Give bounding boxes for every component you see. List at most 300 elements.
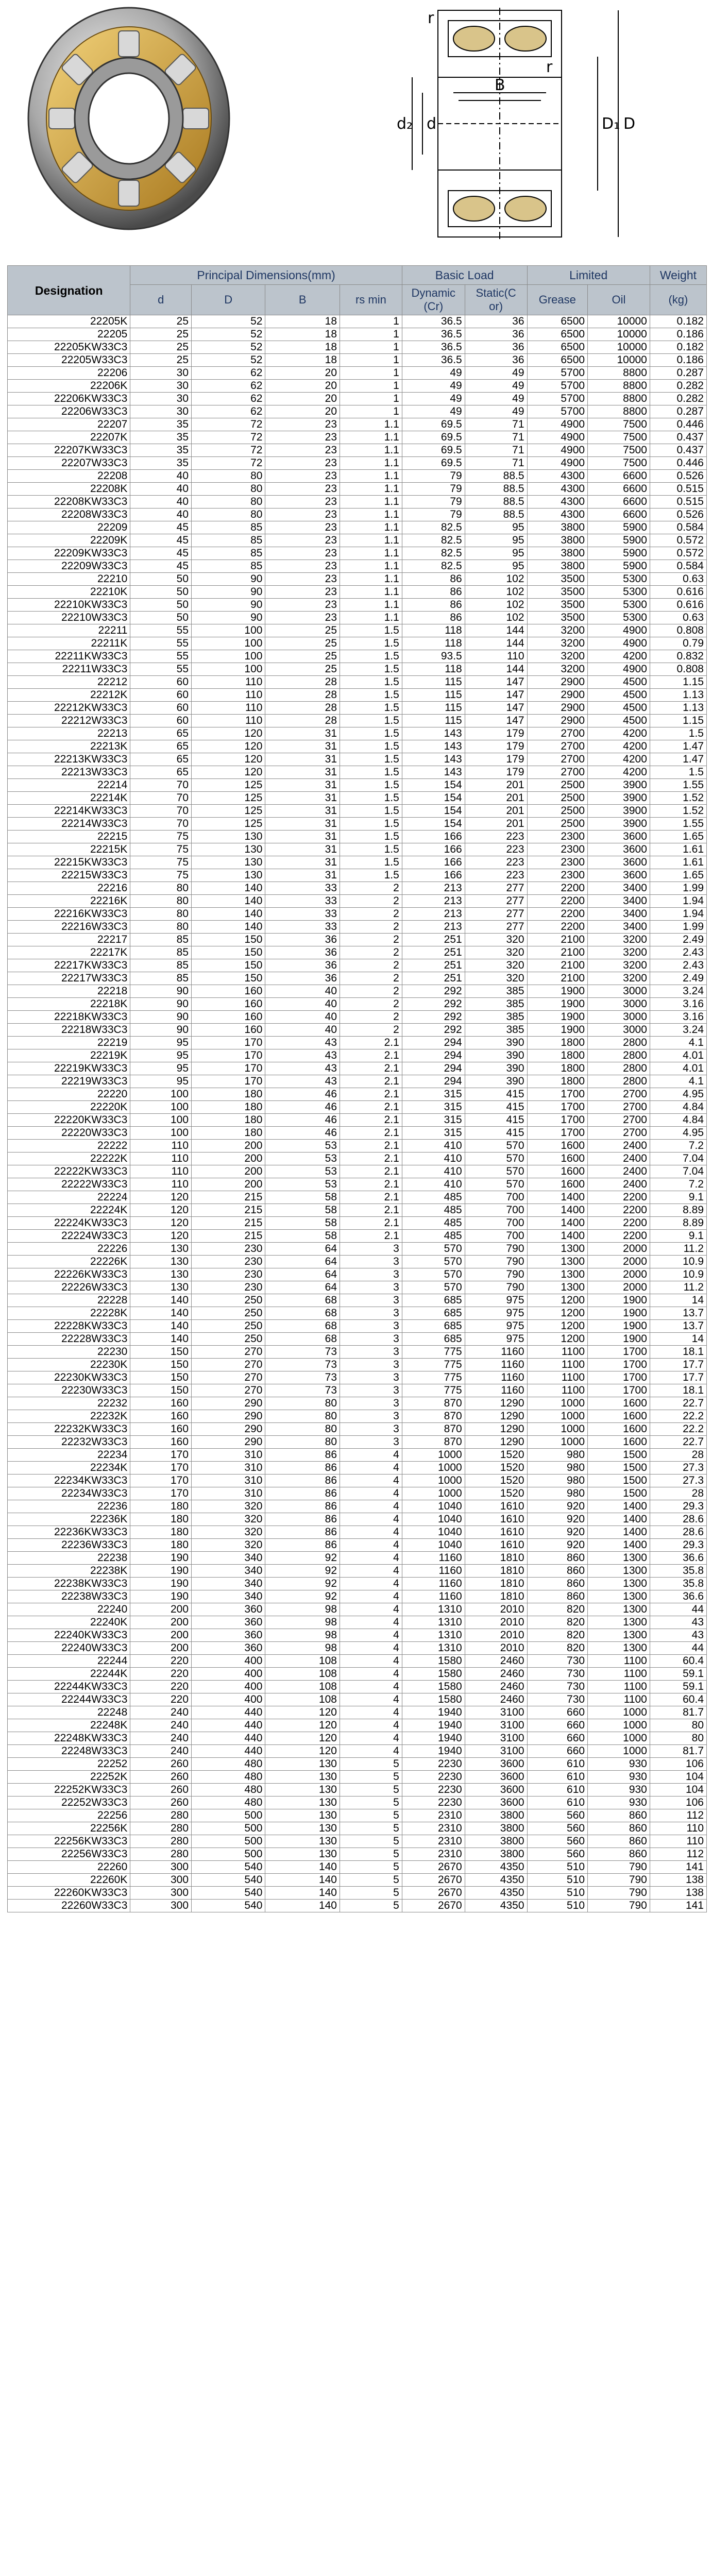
cell-weight: 59.1 [650,1668,706,1681]
cell-grease: 4900 [527,431,588,444]
cell-weight: 59.1 [650,1681,706,1693]
header-weight: Weight [650,266,706,285]
table-row [8,1049,707,1062]
cell-static: 147 [465,702,527,715]
cell-oil: 1700 [588,1359,650,1371]
cell-designation: 22208KW33C3 [8,496,130,509]
cell-D: 440 [192,1745,265,1758]
cell-B: 140 [265,1887,340,1900]
bearing-section-drawing-icon [392,0,701,258]
cell-dynamic: 154 [402,779,465,792]
cell-weight: 0.584 [650,521,706,534]
table-row [8,1449,707,1462]
cell-oil: 7500 [588,444,650,457]
cell-grease: 2100 [527,946,588,959]
cell-d: 60 [130,715,192,727]
cell-grease: 1100 [527,1371,588,1384]
cell-rs-min: 3 [340,1268,402,1281]
cell-dynamic: 2670 [402,1874,465,1887]
cell-rs-min: 1.5 [340,637,402,650]
cell-oil: 2000 [588,1256,650,1268]
table-row [8,1578,707,1590]
cell-designation: 22252W33C3 [8,1797,130,1809]
cell-static: 2460 [465,1668,527,1681]
cell-oil: 3400 [588,882,650,895]
cell-weight: 80 [650,1732,706,1745]
cell-d: 220 [130,1668,192,1681]
cell-weight: 35.8 [650,1565,706,1578]
cell-D: 310 [192,1487,265,1500]
cell-B: 36 [265,946,340,959]
cell-dynamic: 410 [402,1140,465,1153]
cell-static: 144 [465,663,527,676]
cell-grease: 2700 [527,753,588,766]
cell-oil: 6600 [588,483,650,496]
cell-static: 1810 [465,1578,527,1590]
table-row [8,1178,707,1191]
cell-grease: 5700 [527,367,588,380]
cell-D: 340 [192,1578,265,1590]
cell-d: 85 [130,934,192,946]
cell-designation: 22228 [8,1294,130,1307]
cell-d: 35 [130,457,192,470]
cell-static: 71 [465,431,527,444]
table-row [8,354,707,367]
cell-B: 23 [265,470,340,483]
cell-d: 200 [130,1603,192,1616]
cell-designation: 22228KW33C3 [8,1320,130,1333]
table-row [8,1719,707,1732]
cell-dynamic: 36.5 [402,341,465,354]
cell-d: 170 [130,1462,192,1475]
cell-D: 160 [192,985,265,998]
cell-weight: 0.79 [650,637,706,650]
cell-D: 140 [192,921,265,934]
cell-rs-min: 4 [340,1500,402,1513]
cell-weight: 17.7 [650,1371,706,1384]
cell-oil: 6600 [588,496,650,509]
cell-grease: 2100 [527,959,588,972]
cell-weight: 81.7 [650,1706,706,1719]
cell-rs-min: 4 [340,1578,402,1590]
table-row [8,959,707,972]
table-row [8,843,707,856]
cell-D: 200 [192,1178,265,1191]
cell-B: 58 [265,1230,340,1243]
cell-weight: 0.616 [650,599,706,612]
table-row [8,1333,707,1346]
cell-designation: 22212 [8,676,130,689]
cell-designation: 22226 [8,1243,130,1256]
cell-grease: 5700 [527,405,588,418]
cell-weight: 0.446 [650,457,706,470]
cell-oil: 2400 [588,1140,650,1153]
cell-dynamic: 213 [402,908,465,921]
cell-dynamic: 1040 [402,1526,465,1539]
cell-dynamic: 143 [402,753,465,766]
cell-D: 400 [192,1655,265,1668]
cell-grease: 1900 [527,1024,588,1037]
table-row [8,444,707,457]
cell-designation: 22222K [8,1153,130,1165]
cell-B: 86 [265,1487,340,1500]
cell-rs-min: 2 [340,895,402,908]
cell-D: 85 [192,560,265,573]
cell-d: 45 [130,534,192,547]
cell-d: 120 [130,1204,192,1217]
cell-dynamic: 115 [402,689,465,702]
cell-designation: 22232 [8,1397,130,1410]
cell-dynamic: 86 [402,599,465,612]
cell-rs-min: 2.1 [340,1217,402,1230]
table-row [8,972,707,985]
cell-static: 1810 [465,1552,527,1565]
cell-rs-min: 3 [340,1346,402,1359]
cell-dynamic: 93.5 [402,650,465,663]
table-row [8,328,707,341]
cell-B: 58 [265,1204,340,1217]
cell-D: 440 [192,1706,265,1719]
cell-D: 400 [192,1681,265,1693]
cell-rs-min: 4 [340,1693,402,1706]
cell-designation: 22220 [8,1088,130,1101]
cell-B: 98 [265,1616,340,1629]
cell-static: 277 [465,921,527,934]
cell-rs-min: 1.5 [340,727,402,740]
table-row [8,1655,707,1668]
cell-rs-min: 1.5 [340,856,402,869]
cell-weight: 141 [650,1861,706,1874]
header-kg: (kg) [650,285,706,315]
cell-d: 180 [130,1513,192,1526]
cell-weight: 0.186 [650,328,706,341]
cell-oil: 1300 [588,1603,650,1616]
cell-designation: 22209W33C3 [8,560,130,573]
cell-grease: 2500 [527,792,588,805]
cell-rs-min: 5 [340,1861,402,1874]
cell-dynamic: 79 [402,470,465,483]
cell-D: 52 [192,328,265,341]
cell-designation: 22236K [8,1513,130,1526]
cell-weight: 141 [650,1900,706,1912]
cell-D: 230 [192,1256,265,1268]
cell-D: 250 [192,1320,265,1333]
cell-B: 31 [265,753,340,766]
cell-designation: 22222KW33C3 [8,1165,130,1178]
cell-dynamic: 82.5 [402,560,465,573]
cell-designation: 22260KW33C3 [8,1887,130,1900]
header-oil: Oil [588,285,650,315]
cell-oil: 1700 [588,1371,650,1384]
cell-dynamic: 775 [402,1359,465,1371]
cell-dynamic: 775 [402,1346,465,1359]
cell-rs-min: 4 [340,1732,402,1745]
table-row [8,1552,707,1565]
cell-oil: 3400 [588,908,650,921]
cell-grease: 920 [527,1526,588,1539]
cell-weight: 3.24 [650,985,706,998]
cell-dynamic: 485 [402,1204,465,1217]
cell-rs-min: 5 [340,1848,402,1861]
cell-oil: 4200 [588,740,650,753]
cell-grease: 2700 [527,766,588,779]
cell-weight: 9.1 [650,1230,706,1243]
cell-B: 68 [265,1320,340,1333]
cell-d: 40 [130,470,192,483]
cell-designation: 22211K [8,637,130,650]
cell-static: 790 [465,1243,527,1256]
cell-D: 85 [192,547,265,560]
cell-d: 120 [130,1230,192,1243]
cell-grease: 3500 [527,599,588,612]
cell-weight: 1.65 [650,831,706,843]
cell-d: 260 [130,1784,192,1797]
table-row [8,1848,707,1861]
cell-designation: 22213W33C3 [8,766,130,779]
cell-D: 180 [192,1127,265,1140]
cell-designation: 22236KW33C3 [8,1526,130,1539]
cell-D: 90 [192,573,265,586]
cell-rs-min: 4 [340,1449,402,1462]
cell-grease: 2900 [527,689,588,702]
cell-weight: 0.515 [650,483,706,496]
cell-static: 1160 [465,1359,527,1371]
table-row [8,1127,707,1140]
cell-B: 86 [265,1526,340,1539]
cell-B: 31 [265,818,340,831]
cell-designation: 22260W33C3 [8,1900,130,1912]
table-row [8,818,707,831]
cell-designation: 22230 [8,1346,130,1359]
cell-d: 150 [130,1346,192,1359]
cell-static: 201 [465,779,527,792]
cell-dynamic: 115 [402,702,465,715]
cell-dynamic: 1310 [402,1642,465,1655]
cell-static: 1610 [465,1526,527,1539]
cell-grease: 2700 [527,727,588,740]
cell-dynamic: 79 [402,496,465,509]
cell-weight: 2.43 [650,946,706,959]
cell-designation: 22240W33C3 [8,1642,130,1655]
cell-designation: 22210KW33C3 [8,599,130,612]
table-row [8,1230,707,1243]
cell-oil: 4200 [588,753,650,766]
cell-rs-min: 2 [340,998,402,1011]
cell-B: 23 [265,547,340,560]
cell-designation: 22218KW33C3 [8,1011,130,1024]
cell-weight: 27.3 [650,1462,706,1475]
cell-dynamic: 570 [402,1281,465,1294]
cell-weight: 22.7 [650,1436,706,1449]
cell-D: 310 [192,1449,265,1462]
cell-dynamic: 315 [402,1088,465,1101]
cell-D: 80 [192,496,265,509]
cell-dynamic: 2310 [402,1809,465,1822]
cell-d: 130 [130,1256,192,1268]
cell-grease: 2900 [527,676,588,689]
cell-weight: 3.24 [650,1024,706,1037]
cell-D: 110 [192,715,265,727]
cell-d: 280 [130,1835,192,1848]
cell-weight: 0.572 [650,547,706,560]
cell-oil: 7500 [588,418,650,431]
cell-B: 46 [265,1127,340,1140]
table-row [8,1758,707,1771]
cell-d: 50 [130,599,192,612]
cell-B: 40 [265,1024,340,1037]
cell-d: 140 [130,1320,192,1333]
cell-oil: 8800 [588,393,650,405]
cell-dynamic: 1160 [402,1565,465,1578]
cell-D: 130 [192,831,265,843]
cell-weight: 36.6 [650,1552,706,1565]
cell-designation: 22210K [8,586,130,599]
cell-designation: 22220W33C3 [8,1127,130,1140]
cell-D: 120 [192,727,265,740]
cell-rs-min: 4 [340,1487,402,1500]
cell-dynamic: 315 [402,1127,465,1140]
table-row [8,934,707,946]
cell-oil: 1300 [588,1616,650,1629]
cell-oil: 8800 [588,367,650,380]
cell-rs-min: 1.5 [340,843,402,856]
cell-designation: 22217W33C3 [8,972,130,985]
cell-B: 53 [265,1178,340,1191]
header-principal-dimensions: Principal Dimensions(mm) [130,266,402,285]
cell-d: 190 [130,1590,192,1603]
table-row [8,1384,707,1397]
cell-B: 130 [265,1771,340,1784]
cell-B: 86 [265,1462,340,1475]
cell-d: 100 [130,1088,192,1101]
cell-oil: 5300 [588,599,650,612]
cell-B: 23 [265,431,340,444]
cell-oil: 1100 [588,1693,650,1706]
cell-designation: 22209 [8,521,130,534]
cell-weight: 104 [650,1784,706,1797]
cell-weight: 13.7 [650,1320,706,1333]
cell-weight: 0.437 [650,444,706,457]
cell-oil: 1900 [588,1333,650,1346]
label-D1: D₁ [602,115,620,133]
cell-weight: 11.2 [650,1281,706,1294]
cell-designation: 22226K [8,1256,130,1268]
cell-dynamic: 213 [402,882,465,895]
cell-oil: 2200 [588,1191,650,1204]
cell-d: 190 [130,1565,192,1578]
cell-B: 25 [265,637,340,650]
cell-rs-min: 3 [340,1243,402,1256]
cell-dynamic: 115 [402,676,465,689]
cell-oil: 2400 [588,1165,650,1178]
cell-weight: 4.1 [650,1037,706,1049]
cell-B: 23 [265,612,340,624]
cell-B: 31 [265,740,340,753]
cell-oil: 3900 [588,779,650,792]
table-row [8,882,707,895]
cell-d: 55 [130,663,192,676]
cell-D: 500 [192,1848,265,1861]
cell-d: 110 [130,1140,192,1153]
cell-B: 36 [265,959,340,972]
cell-dynamic: 154 [402,792,465,805]
table-row [8,315,707,328]
cell-d: 80 [130,908,192,921]
cell-rs-min: 2.1 [340,1062,402,1075]
cell-dynamic: 2230 [402,1758,465,1771]
cell-rs-min: 3 [340,1359,402,1371]
cell-dynamic: 2230 [402,1771,465,1784]
cell-d: 170 [130,1475,192,1487]
cell-static: 2460 [465,1693,527,1706]
cell-D: 290 [192,1410,265,1423]
cell-B: 80 [265,1397,340,1410]
cell-grease: 1300 [527,1281,588,1294]
cell-static: 179 [465,753,527,766]
cell-static: 102 [465,612,527,624]
cell-grease: 1900 [527,1011,588,1024]
cell-B: 98 [265,1603,340,1616]
cell-grease: 1800 [527,1062,588,1075]
cell-grease: 2300 [527,869,588,882]
cell-oil: 5300 [588,586,650,599]
cell-grease: 1000 [527,1397,588,1410]
cell-dynamic: 2310 [402,1822,465,1835]
cell-d: 65 [130,740,192,753]
cell-static: 1290 [465,1410,527,1423]
cell-D: 440 [192,1732,265,1745]
cell-static: 71 [465,418,527,431]
cell-grease: 1700 [527,1127,588,1140]
cell-rs-min: 2.1 [340,1178,402,1191]
cell-dynamic: 2230 [402,1784,465,1797]
cell-oil: 3600 [588,831,650,843]
cell-static: 144 [465,637,527,650]
table-row [8,1153,707,1165]
cell-B: 23 [265,586,340,599]
cell-dynamic: 410 [402,1178,465,1191]
cell-d: 100 [130,1127,192,1140]
cell-rs-min: 2 [340,908,402,921]
cell-d: 80 [130,921,192,934]
cell-B: 28 [265,702,340,715]
cell-B: 73 [265,1384,340,1397]
table-row [8,1565,707,1578]
cell-D: 125 [192,805,265,818]
cell-rs-min: 2.1 [340,1075,402,1088]
table-row [8,470,707,483]
cell-B: 20 [265,380,340,393]
cell-grease: 980 [527,1449,588,1462]
cell-weight: 0.808 [650,663,706,676]
cell-weight: 28 [650,1449,706,1462]
cell-weight: 2.43 [650,959,706,972]
cell-D: 500 [192,1809,265,1822]
cell-static: 385 [465,985,527,998]
cell-grease: 2500 [527,818,588,831]
cell-oil: 860 [588,1809,650,1822]
cell-weight: 0.808 [650,624,706,637]
cell-grease: 1000 [527,1423,588,1436]
table-row [8,1217,707,1230]
cell-D: 140 [192,908,265,921]
cell-designation: 22232K [8,1410,130,1423]
cell-oil: 3400 [588,921,650,934]
cell-dynamic: 775 [402,1384,465,1397]
table-row [8,599,707,612]
cell-dynamic: 251 [402,946,465,959]
cell-designation: 22208K [8,483,130,496]
